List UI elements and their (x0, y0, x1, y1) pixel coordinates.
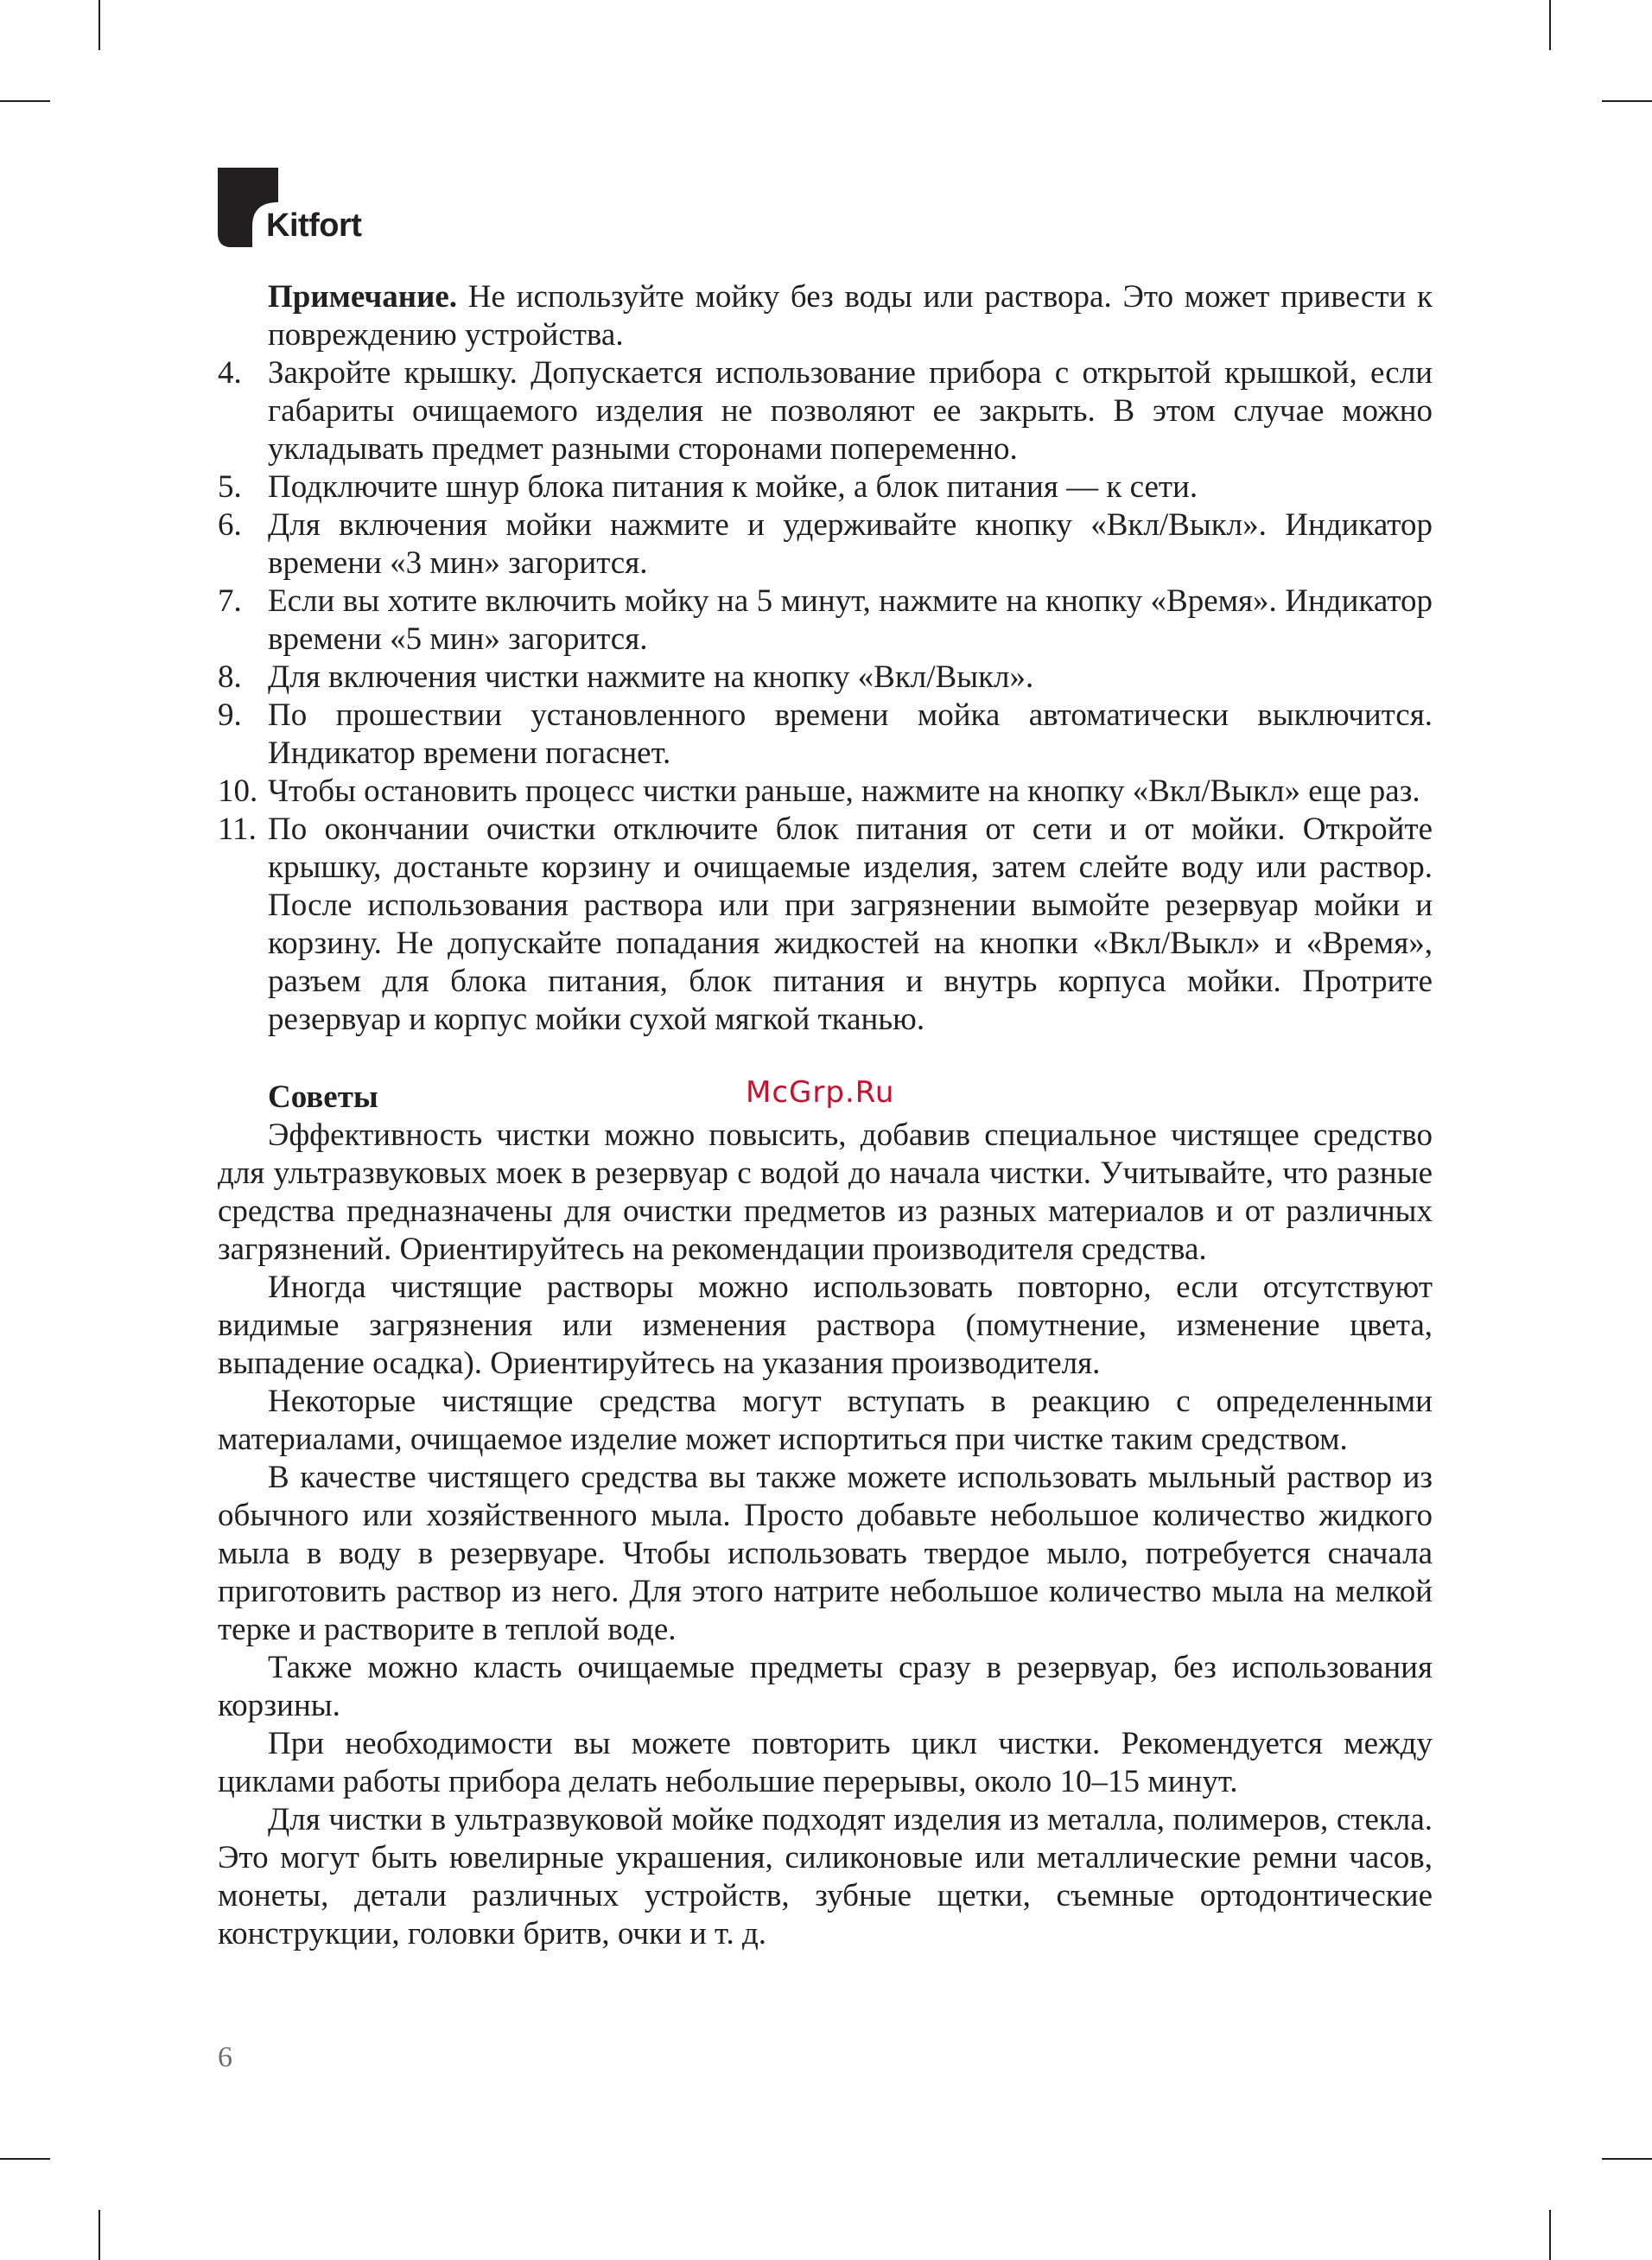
watermark: McGrp.Ru (746, 1075, 895, 1110)
step-text: Если вы хотите включить мойку на 5 минут, нажмите на кнопку «Время». Индикатор времени «5 мин» загорится. (268, 583, 1433, 657)
step-number: 8. (218, 659, 242, 695)
step-text: По прошествии установленного времени мойка автоматически выключится. Индикатор времени погаснет. (268, 697, 1433, 771)
step-number: 7. (218, 583, 242, 619)
list-item (218, 583, 1433, 659)
step-text: По окончании очистки отключите блок питания от сети и от мойки. Откройте крышку, достаньте корзину и очищаемые изделия, затем слейте воду или раствор. После использования раствора или при загрязнении вымойте резервуар мойки и корзину. Не допускайте попадания жидкостей на кнопки «Вкл/Выкл» и «Время», разъем для блока питания, блок питания и внутрь корпуса мойки. Протрите резервуар и корпус мойки сухой мягкой тканью. (268, 812, 1433, 1037)
list-item (218, 811, 1433, 1039)
step-text: Для включения мойки нажмите и удерживайте кнопку «Вкл/Выкл». Индикатор времени «3 мин» загорится. (268, 507, 1433, 581)
crop-mark (1549, 2210, 1551, 2260)
step-text: Чтобы остановить процесс чистки раньше, нажмите на кнопку «Вкл/Выкл» еще раз. (268, 773, 1420, 809)
step-number: 5. (218, 469, 242, 505)
steps-list (218, 354, 1433, 1039)
tips-paragraph: Эффективность чистки можно повысить, добавив специальное чистящее средство для ультразвуковых моек в резервуар с водой до начала чистки. Учитывайте, что разные средства предназначены для очистки предметов из разных материалов и от различных загрязнений. Ориентируйтесь на рекомендации производителя средства. (218, 1117, 1433, 1267)
step-text: Подключите шнур блока питания к мойке, а блок питания — к сети. (268, 469, 1198, 505)
crop-mark (0, 100, 50, 102)
tips-paragraph: Для чистки в ультразвуковой мойке подходят изделия из металла, полимеров, стекла. Это могут быть ювелирные украшения, силиконовые или металлические ремни часов, монеты, детали различных устройств, зубные щетки, съемные ортодонтические конструкции, головки бритв, очки и т. д. (218, 1802, 1433, 1951)
list-item (218, 354, 1433, 468)
crop-mark (0, 2158, 50, 2160)
tips-paragraph: В качестве чистящего средства вы также можете использовать мыльный раствор из обычного или хозяйственного мыла. Просто добавьте небольшое количество жидкого мыла в воду в резервуаре. Чтобы использовать твердое мыло, потребуется сначала приготовить раствор из него. Для этого натрите небольшое количество мыла на мелкой терке и растворите в теплой воде. (218, 1460, 1433, 1647)
step-number: 4. (218, 355, 242, 391)
step-text: Для включения чистки нажмите на кнопку «Вкл/Выкл». (268, 659, 1034, 695)
brand-name: Kitfort (266, 207, 362, 244)
tips-paragraph: Некоторые чистящие средства могут вступать в реакцию с определенными материалами, очищаемое изделие может испортиться при чистке таким средством. (218, 1384, 1433, 1457)
list-item (218, 659, 1433, 697)
crop-mark (1602, 2158, 1652, 2160)
note-text: Не используйте мойку без воды или раствора. Это может привести к повреждению устройства. (268, 279, 1433, 353)
step-number: 10. (218, 773, 258, 809)
tips-title: Советы (268, 1079, 378, 1115)
crop-mark (98, 0, 100, 50)
note-paragraph (218, 278, 1433, 354)
step-text: Закройте крышку. Допускается использование прибора с открытой крышкой, если габариты очищаемого изделия не позволяют ее закрыть. В этом случае можно укладывать предмет разными сторонами попеременно. (268, 355, 1433, 467)
tips-paragraph: Также можно класть очищаемые предметы сразу в резервуар, без использования корзины. (218, 1650, 1433, 1723)
list-item (218, 697, 1433, 773)
crop-mark (1549, 0, 1551, 50)
page-number: 6 (218, 2041, 232, 2073)
page-content (218, 278, 1433, 1953)
crop-mark (1602, 100, 1652, 102)
list-item (218, 506, 1433, 583)
step-number: 6. (218, 507, 242, 543)
step-number: 11. (218, 812, 257, 847)
crop-mark (98, 2210, 100, 2260)
list-item (218, 773, 1433, 811)
list-item (218, 468, 1433, 506)
tips-section (218, 1117, 1433, 1953)
tips-paragraph: Иногда чистящие растворы можно использовать повторно, если отсутствуют видимые загрязнения или изменения раствора (помутнение, изменение цвета, выпадение осадка). Ориентируйтесь на указания производителя. (218, 1270, 1433, 1381)
tips-paragraph: При необходимости вы можете повторить цикл чистки. Рекомендуется между циклами работы прибора делать небольшие перерывы, около 10–15 минут. (218, 1726, 1433, 1799)
tips-heading (218, 1075, 1433, 1117)
note-label: Примечание. (268, 279, 458, 315)
step-number: 9. (218, 697, 242, 733)
